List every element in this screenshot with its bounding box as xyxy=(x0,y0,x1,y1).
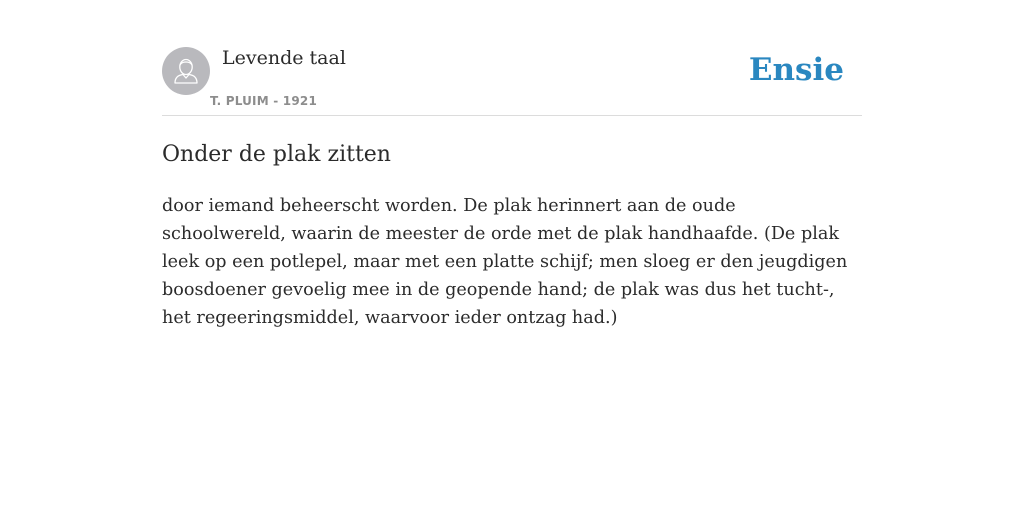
brand-logo[interactable]: Ensie xyxy=(748,52,844,88)
book-title[interactable]: Levende taal xyxy=(222,47,346,69)
entry-title: Onder de plak zitten xyxy=(162,142,391,167)
author-line: T. PLUIM - 1921 xyxy=(210,94,317,108)
entry-body: door iemand beheerscht worden. De plak herinnert aan de oude schoolwereld, waarin de meester de orde met de plak handhaafde. (De plak leek op een potlepel, maar met een platte schijf; men sloeg er den jeugdigen boosdoener gevoelig mee in de geopende hand; de plak was dus het tucht-, het regeeringsmiddel, waarvoor ieder ontzag had.) xyxy=(162,196,848,328)
user-avatar-icon xyxy=(162,47,210,95)
avatar[interactable] xyxy=(162,47,210,95)
entry-card xyxy=(162,0,862,328)
entry-header xyxy=(162,0,862,116)
